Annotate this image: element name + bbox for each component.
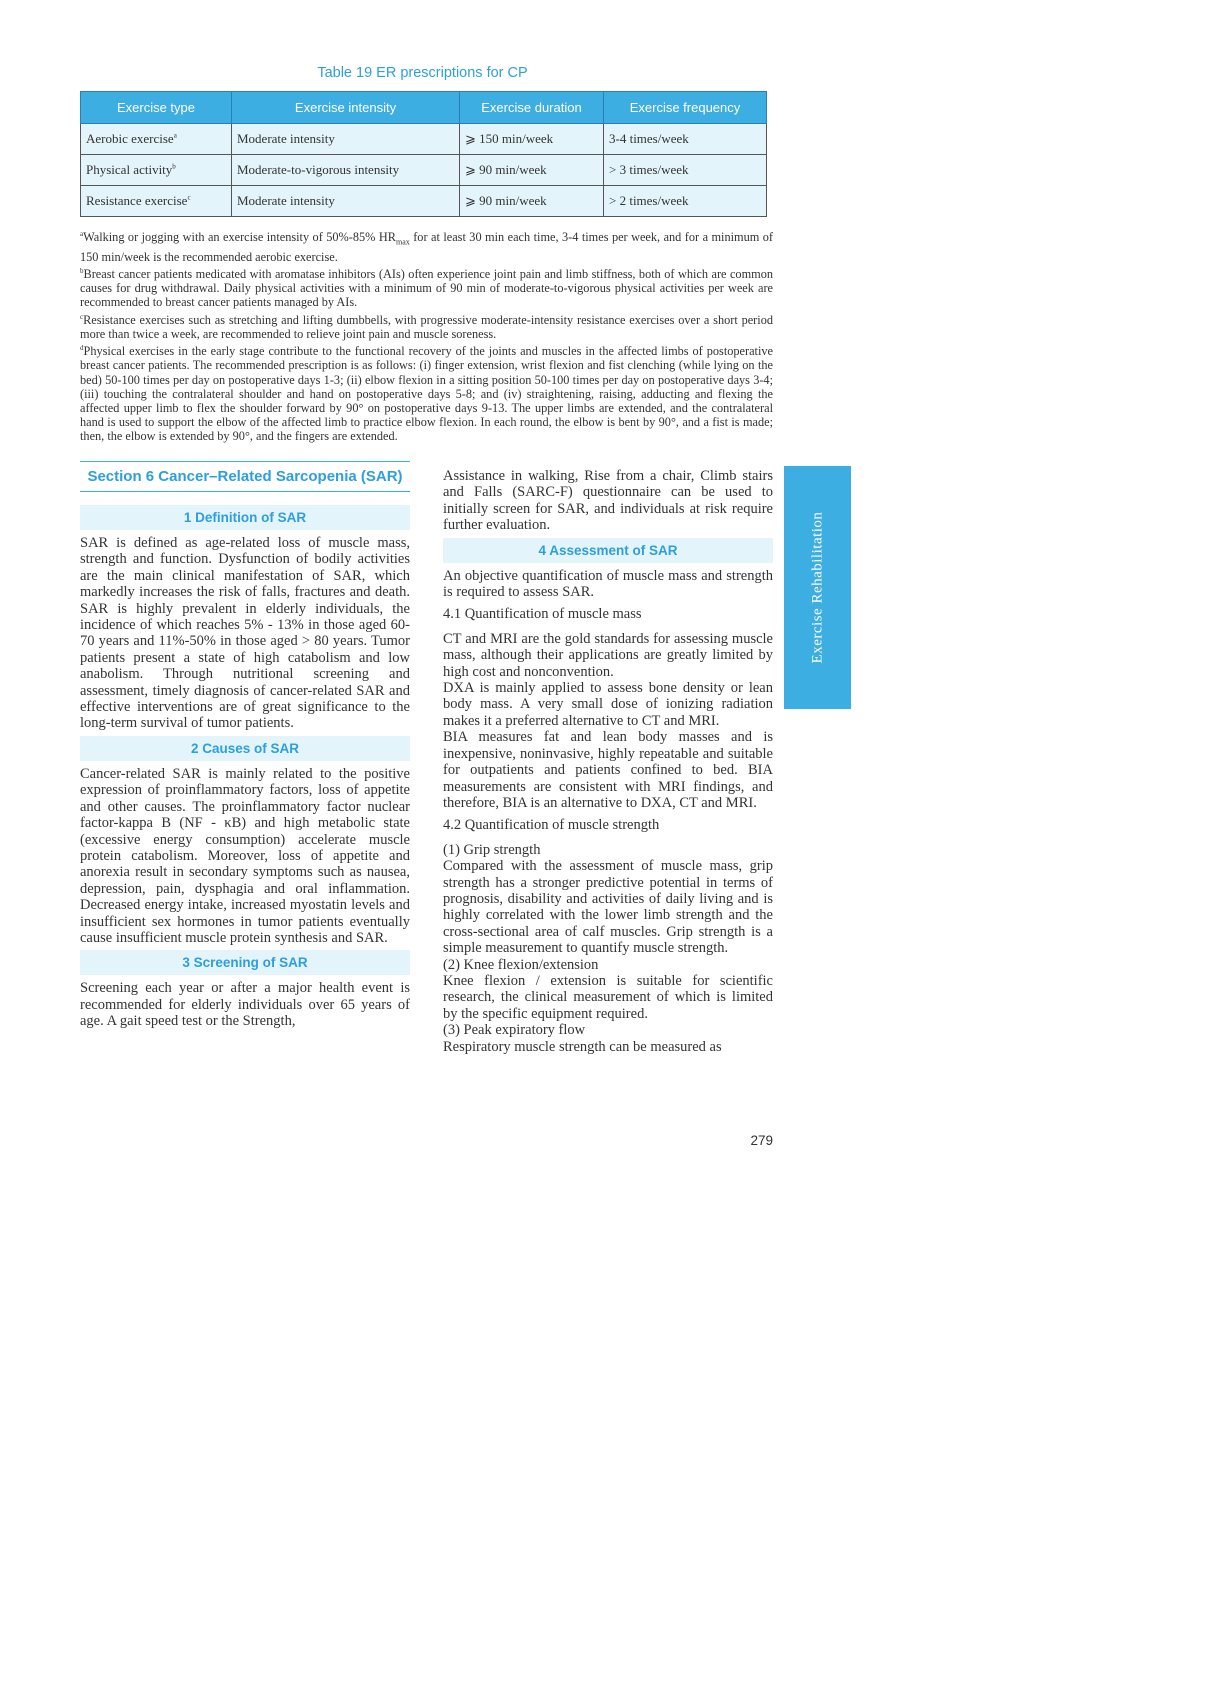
footnote-c: $^c$Resistance exercises such as stretching and lifting dumbbells, with progressive moderate-intensity resistance exercises over a short period more than twice a week, are recommended to relieve joint pain and muscle soreness. [80,312,773,341]
subsection-4-2-title: 4.2 Quantification of muscle strength [443,817,660,834]
page-number: 279 [750,1133,773,1148]
er-prescription-table [80,91,767,217]
subsection-1-title: 1 Definition of SAR [80,505,410,530]
subsection-3-continued: Assistance in walking, Rise from a chair, Climb stairs and Falls (SARC-F) questionnaire can be used to initially screen for SAR, and individuals at risk require further evaluation. [443,468,773,534]
cell-duration: ⩾ 90 min/week [460,155,604,186]
table-caption: Table 19 ER prescriptions for CP [317,65,528,81]
peak-expiratory-text: Respiratory muscle strength can be measured as [443,1038,722,1055]
cell-type: Aerobic exercise$^a$ [81,124,232,155]
cell-frequency: 3-4 times/week [604,124,767,155]
subsection-3-title: 3 Screening of SAR [80,950,410,975]
footnote-a: $^a$Walking or jogging with an exercise intensity of 50%-85% $HR_{max}$ for at least 30 min each time, 3-4 times per week, and for a minimum of 150 min/week is the recommended aerobic exercise. [80,230,773,264]
table-footnotes [80,227,773,444]
cell-type: Physical activity$^b$ [81,155,232,186]
cell-frequency: > 3 times/week [604,155,767,186]
table-row [81,155,767,186]
subsection-2-title: 2 Causes of SAR [80,736,410,761]
grip-strength-heading: (1) Grip strength [443,841,541,858]
subsection-4-1-para-1: CT and MRI are the gold standards for assessing muscle mass, although their applications are greatly limited by high cost and nonconvention. [443,630,773,680]
subsection-4-1-para-2: DXA is mainly applied to assess bone density or lean body mass. A very small dose of ionizing radiation makes it a preferred alternative to CT and MRI. [443,680,773,729]
table-row [81,186,767,217]
header-exercise-frequency: Exercise frequency [604,92,767,124]
subsection-4-1-para-3: BIA measures fat and lean body masses and is inexpensive, noninvasive, highly repeatable and suitable for outpatients and patients confined to bed. BIA measurements are consistent with MRI findings, and therefore, BIA is an alternative to DXA, CT and MRI. [443,729,773,811]
subsection-1-text: SAR is defined as age-related loss of muscle mass, strength and function. Dysfunction of bodily activities are the main clinical manifestation of SAR, which markedly increases the risk of falls, fractures and death. SAR is highly prevalent in elderly individuals, the incidence of which reaches 5% - 13% in those aged 60-70 years and 11%-50% in those aged > 80 years. Tumor patients present a state of high catabolism and low anabolism. Through nutritional screening and assessment, timely diagnosis of cancer-related SAR and effective interventions are of great significance to the long-term survival of tumor patients. [80,535,410,732]
cell-duration: ⩾ 90 min/week [460,186,604,217]
subsection-2-text: Cancer-related SAR is mainly related to the positive expression of proinflammatory factors, loss of appetite and other causes. The proinflammatory factor nuclear factor-kappa B (NF - κB) and high metabolic state (excessive energy consumption) accelerate muscle protein catabolism. Moreover, loss of appetite and anorexia result in secondary symptoms such as nausea, depression, pain, dysphagia and oral inflammation. Decreased energy intake, increased myostatin levels and insufficient sex hormones in tumor patients eventually cause insufficient muscle protein synthesis and SAR. [80,765,410,946]
cell-type: Resistance exercise$^c$ [81,186,232,217]
cell-intensity: Moderate intensity [232,124,460,155]
side-tab [784,466,851,709]
subsection-4-title: 4 Assessment of SAR [443,538,773,563]
knee-flexion-text: Knee flexion / extension is suitable for scientific research, the clinical measurement of which is limited by the specific equipment required. [443,972,773,1022]
section-title: Section 6 Cancer–Related Sarcopenia (SAR) [80,461,410,492]
footnote-d: $^d$Physical exercises in the early stage contribute to the functional recovery of the joints and muscles in the affected limbs of postoperative breast cancer patients. The recommended prescription is as follows: (i) finger extension, wrist flexion and fist clenching (while lying on the bed) 50-100 times per day on postoperative days 1-3; (ii) elbow flexion in a sitting position 50-100 times per day on postoperative days 3-4; (iii) touching the contralateral shoulder and hand on postoperative days 5-8; and (iv) straightening, raising, adducting and flexing the affected upper limb to flex the shoulder forward by 90° on postoperative days 9-13. The upper limbs are extended, and the contralateral hand is used to support the elbow of the affected limb to practice elbow flexion. In each round, the elbow is bent by 90°, and a fist is made; then, the elbow is extended by 90°, and the fingers are extended. [80,344,773,444]
side-tab-label: Exercise Rehabilitation [809,511,825,664]
right-column [443,468,773,1055]
subsection-4-1-title: 4.1 Quantification of muscle mass [443,606,642,623]
cell-frequency: > 2 times/week [604,186,767,217]
subsection-3-text: Screening each year or after a major health event is recommended for elderly individuals over 65 years of age. A gait speed test or the Strength, [80,980,410,1030]
footnote-b: $^b$Breast cancer patients medicated with aromatase inhibitors (AIs) often experience joint pain and limb stiffness, both of which are common causes for drug withdrawal. Daily physical activities with a minimum of 90 min of moderate-to-vigorous physical activities per week are recommended to breast cancer patients managed by AIs. [80,266,773,310]
table-header-row [81,92,767,124]
cell-intensity: Moderate-to-vigorous intensity [232,155,460,186]
header-exercise-type: Exercise type [81,92,232,124]
peak-expiratory-heading: (3) Peak expiratory flow [443,1022,586,1039]
header-exercise-duration: Exercise duration [460,92,604,124]
cell-duration: ⩾ 150 min/week [460,124,604,155]
grip-strength-text: Compared with the assessment of muscle mass, grip strength has a stronger predictive potential in terms of prognosis, disability and activities of daily living and is highly correlated with the lower limb strength and the cross-sectional area of calf muscles. Grip strength is a simple measurement to quantify muscle strength. [443,858,773,957]
table-row [81,124,767,155]
cell-intensity: Moderate intensity [232,186,460,217]
left-column [80,461,410,1030]
header-exercise-intensity: Exercise intensity [232,92,460,124]
subsection-4-intro: An objective quantification of muscle mass and strength is required to assess SAR. [443,567,773,601]
knee-flexion-heading: (2) Knee flexion/extension [443,956,599,973]
